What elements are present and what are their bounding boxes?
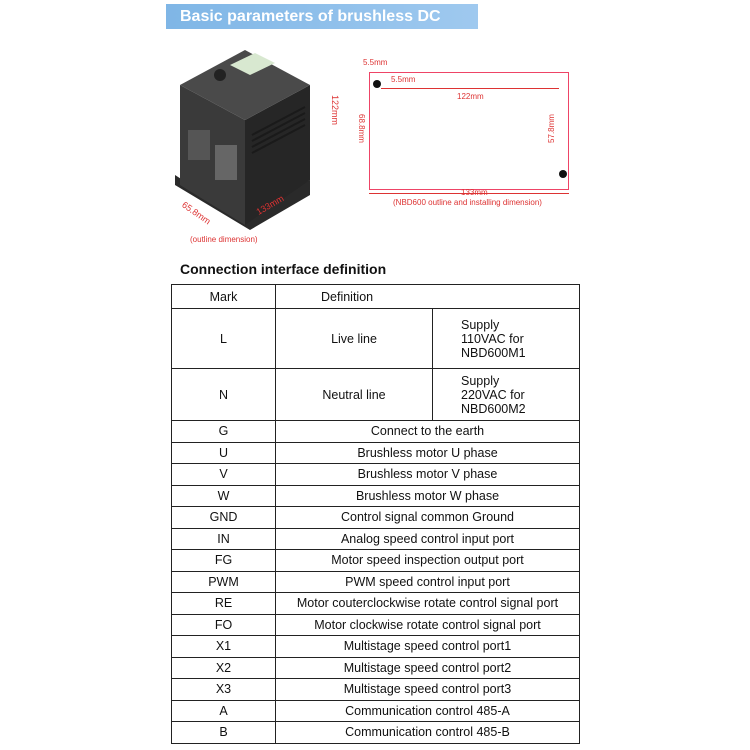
installing-dimension-drawing	[357, 58, 572, 206]
section-banner: Basic parameters of brushless DC drive:	[166, 4, 478, 29]
top-left-offset-dimension: 5.5mm	[363, 58, 388, 67]
table-row	[172, 722, 580, 744]
table-row	[172, 657, 580, 679]
depth-dimension: 65.8mm	[180, 199, 213, 227]
supply-cell	[433, 309, 580, 369]
section-title: Connection interface definition	[180, 261, 387, 277]
supply-line: Supply	[461, 373, 500, 388]
table-row	[172, 421, 580, 443]
definition-cell: Communication control 485-B	[276, 722, 580, 744]
mounting-plate-outline	[369, 72, 569, 190]
table-row	[172, 550, 580, 572]
header-definition: Definition	[276, 285, 580, 309]
definition-cell: Multistage speed control port3	[276, 679, 580, 701]
supply-line: NBD600M1	[461, 345, 526, 360]
supply-line: NBD600M2	[461, 401, 526, 416]
definition-cell: Live line	[276, 309, 433, 369]
table-row	[172, 507, 580, 529]
supply-line: 110VAC for	[461, 331, 524, 346]
table-row	[172, 700, 580, 722]
definition-cell: Brushless motor U phase	[276, 442, 580, 464]
mark-cell: PWM	[172, 571, 276, 593]
table-body	[172, 421, 580, 744]
mark-cell: RE	[172, 593, 276, 615]
connection-interface-table	[171, 284, 580, 744]
definition-cell: Motor clockwise rotate control signal port	[276, 614, 580, 636]
outline-installing-caption: (NBD600 outline and installing dimension)	[393, 198, 542, 207]
table-row	[172, 614, 580, 636]
definition-cell: Control signal common Ground	[276, 507, 580, 529]
mark-cell: X3	[172, 679, 276, 701]
height-dimension: 122mm	[330, 94, 341, 126]
mark-cell: L	[172, 309, 276, 369]
table-row	[172, 636, 580, 658]
definition-cell: Multistage speed control port2	[276, 657, 580, 679]
table-row	[172, 528, 580, 550]
hole-height-dimension: 57.8mm	[546, 114, 556, 143]
definition-cell: Neutral line	[276, 369, 433, 421]
supply-line: 220VAC for	[461, 387, 525, 402]
table-header-row	[172, 285, 580, 309]
mark-cell: A	[172, 700, 276, 722]
table-row	[172, 464, 580, 486]
height-dimension: 68.8mm	[356, 114, 366, 143]
definition-cell: Brushless motor V phase	[276, 464, 580, 486]
total-width-dimension: 133mm	[461, 188, 488, 197]
mark-cell: IN	[172, 528, 276, 550]
definition-cell: PWM speed control input port	[276, 571, 580, 593]
brushless-drive-illustration	[160, 45, 340, 255]
definition-cell: Brushless motor W phase	[276, 485, 580, 507]
width-dimension: 133mm	[254, 193, 286, 217]
mark-cell: FO	[172, 614, 276, 636]
table-row	[172, 679, 580, 701]
definition-cell: Analog speed control input port	[276, 528, 580, 550]
definition-cell: Communication control 485-A	[276, 700, 580, 722]
outline-dimension-caption: (outline dimension)	[190, 235, 258, 244]
table-row	[172, 442, 580, 464]
mark-cell: N	[172, 369, 276, 421]
mark-cell: W	[172, 485, 276, 507]
supply-cell	[433, 369, 580, 421]
table-row	[172, 309, 580, 369]
table-row	[172, 369, 580, 421]
mark-cell: X2	[172, 657, 276, 679]
definition-cell: Motor speed inspection output port	[276, 550, 580, 572]
mark-cell: X1	[172, 636, 276, 658]
table-row	[172, 571, 580, 593]
inner-width-dimension: 122mm	[457, 92, 484, 101]
mark-cell: V	[172, 464, 276, 486]
mounting-hole	[373, 80, 381, 88]
mark-cell: B	[172, 722, 276, 744]
mark-cell: U	[172, 442, 276, 464]
device-image	[160, 45, 340, 255]
definition-cell: Connect to the earth	[276, 421, 580, 443]
definition-cell: Multistage speed control port1	[276, 636, 580, 658]
table-row	[172, 485, 580, 507]
header-mark: Mark	[172, 285, 276, 309]
mounting-hole	[559, 170, 567, 178]
mark-cell: G	[172, 421, 276, 443]
supply-line: Supply	[461, 317, 500, 332]
table-row	[172, 593, 580, 615]
mark-cell: FG	[172, 550, 276, 572]
mark-cell: GND	[172, 507, 276, 529]
definition-cell: Motor couterclockwise rotate control signal port	[276, 593, 580, 615]
inner-left-offset-dimension: 5.5mm	[391, 75, 416, 84]
